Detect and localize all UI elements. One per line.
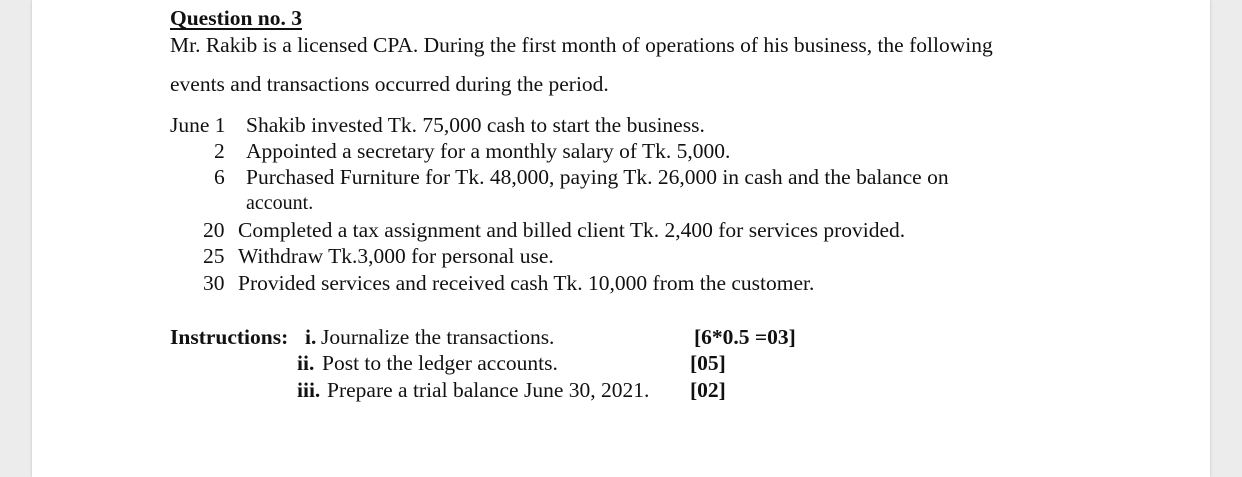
transaction-text: Withdraw Tk.3,000 for personal use. <box>238 244 554 268</box>
instruction-text: Prepare a trial balance June 30, 2021. <box>327 378 650 402</box>
transaction-date: 2 <box>214 139 225 163</box>
instruction-marks: [05] <box>690 351 726 375</box>
transaction-text: Completed a tax assignment and billed client Tk. 2,400 for services provided. <box>238 218 906 242</box>
instructions-label: Instructions: <box>170 325 289 349</box>
transaction-date: 6 <box>214 165 225 189</box>
transaction-text: Shakib invested Tk. 75,000 cash to start the business. <box>246 113 705 137</box>
transaction-date: June 1 <box>170 113 226 137</box>
question-content <box>32 0 1210 477</box>
instruction-number: ii. <box>297 351 315 375</box>
transaction-date: 30 <box>203 271 225 295</box>
transaction-text: Purchased Furniture for Tk. 48,000, paying Tk. 26,000 in cash and the balance on <box>246 165 949 189</box>
intro-line-1: Mr. Rakib is a licensed CPA. During the first month of operations of his business, the following <box>170 33 993 57</box>
instruction-text: Journalize the transactions. <box>321 325 555 349</box>
transaction-text-continuation: account. <box>246 192 314 214</box>
transaction-text: Provided services and received cash Tk. 10,000 from the customer. <box>238 271 815 295</box>
intro-line-2: events and transactions occurred during the period. <box>170 72 609 96</box>
instruction-text: Post to the ledger accounts. <box>322 351 558 375</box>
transaction-date: 20 <box>203 218 225 242</box>
instruction-number: iii. <box>297 378 321 402</box>
document-page <box>32 0 1210 477</box>
transaction-date: 25 <box>203 244 225 268</box>
transaction-text: Appointed a secretary for a monthly salary of Tk. 5,000. <box>246 139 731 163</box>
instruction-marks: [6*0.5 =03] <box>694 325 796 349</box>
instruction-number: i. <box>305 325 317 349</box>
question-heading: Question no. 3 <box>170 6 303 30</box>
instruction-marks: [02] <box>690 378 726 402</box>
